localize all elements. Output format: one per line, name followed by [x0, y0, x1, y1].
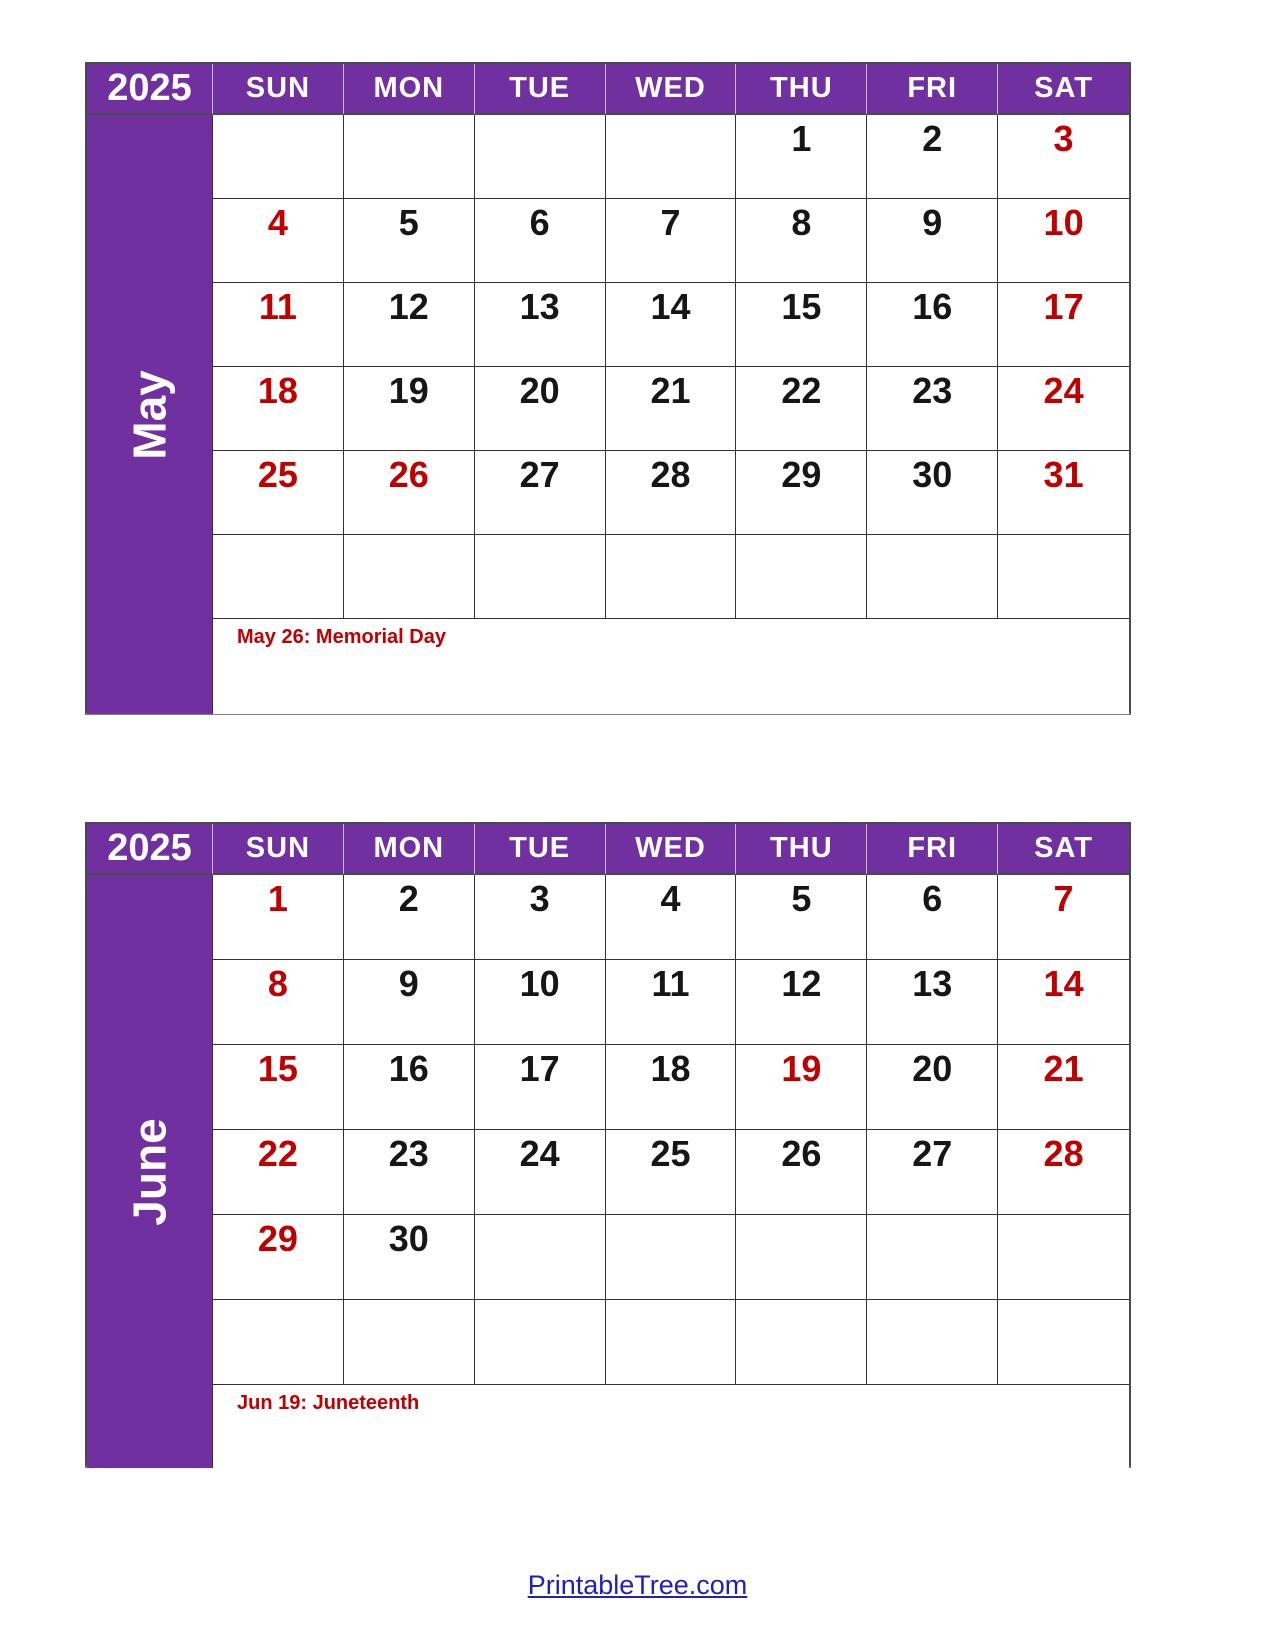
day-cell	[344, 283, 475, 367]
day-cell	[344, 1045, 475, 1130]
day-cell	[998, 199, 1129, 283]
day-cell	[867, 1045, 998, 1130]
day-cell	[475, 1215, 606, 1300]
day-cell	[606, 875, 737, 960]
day-cell	[998, 451, 1129, 535]
date-number: 19	[388, 370, 429, 411]
day-header-sat: SAT	[998, 824, 1129, 875]
day-cell	[867, 1215, 998, 1300]
month-sidebar	[87, 875, 213, 1468]
day-cell	[475, 1045, 606, 1130]
day-cell	[213, 283, 344, 367]
day-cell	[998, 115, 1129, 199]
date-number: 27	[519, 454, 560, 495]
printabletree-link[interactable]: PrintableTree.com	[527, 1570, 748, 1600]
day-cell	[998, 1130, 1129, 1215]
date-number: 23	[912, 370, 953, 411]
day-cell	[867, 1130, 998, 1215]
day-cell	[213, 875, 344, 960]
day-cell	[736, 115, 867, 199]
day-cell	[344, 960, 475, 1045]
date-number: 30	[912, 454, 953, 495]
date-number: 31	[1043, 454, 1084, 495]
day-header-sun: SUN	[213, 64, 344, 115]
day-cell	[606, 451, 737, 535]
date-number: 4	[267, 202, 288, 243]
holiday-note: May 26: Memorial Day	[213, 619, 1129, 714]
day-cell	[736, 875, 867, 960]
day-cell	[736, 367, 867, 451]
day-cell	[606, 1045, 737, 1130]
date-number: 17	[519, 1048, 560, 1089]
day-header-sun: SUN	[213, 824, 344, 875]
day-cell	[736, 535, 867, 619]
date-number: 14	[1043, 963, 1084, 1004]
day-cell	[867, 115, 998, 199]
day-cell	[606, 1300, 737, 1385]
date-number: 5	[398, 202, 419, 243]
day-header-fri: FRI	[867, 824, 998, 875]
day-cell	[344, 1215, 475, 1300]
day-cell	[606, 535, 737, 619]
date-number: 9	[398, 963, 419, 1004]
calendar-grid-may	[87, 64, 1129, 712]
calendar-may-2025	[85, 62, 1131, 715]
day-cell	[867, 535, 998, 619]
day-cell	[213, 1215, 344, 1300]
day-cell	[344, 115, 475, 199]
date-number: 6	[529, 202, 550, 243]
date-number: 22	[781, 370, 822, 411]
date-number: 5	[791, 878, 812, 919]
date-number: 10	[1043, 202, 1084, 243]
date-number: 28	[650, 454, 691, 495]
date-number: 24	[519, 1133, 560, 1174]
day-cell	[867, 1300, 998, 1385]
day-header-tue: TUE	[475, 824, 606, 875]
date-number: 19	[781, 1048, 822, 1089]
date-number: 16	[912, 286, 953, 327]
day-cell	[606, 1130, 737, 1215]
day-cell	[475, 199, 606, 283]
day-cell	[213, 960, 344, 1045]
day-cell	[213, 1130, 344, 1215]
month-sidebar	[87, 115, 213, 714]
date-number: 16	[388, 1048, 429, 1089]
month-label: June	[123, 1117, 176, 1226]
date-number: 12	[388, 286, 429, 327]
day-cell	[998, 1215, 1129, 1300]
day-header-mon: MON	[344, 824, 475, 875]
day-header-wed: WED	[606, 824, 737, 875]
calendar-grid-june	[87, 824, 1129, 1465]
year-label: 2025	[87, 824, 213, 875]
date-number: 30	[388, 1218, 429, 1259]
date-number: 4	[660, 878, 681, 919]
day-cell	[998, 367, 1129, 451]
date-number: 2	[922, 118, 943, 159]
day-cell	[998, 1300, 1129, 1385]
date-number: 7	[1053, 878, 1074, 919]
date-number: 15	[257, 1048, 298, 1089]
day-cell	[606, 367, 737, 451]
date-number: 3	[1053, 118, 1074, 159]
day-cell	[475, 1300, 606, 1385]
date-number: 10	[519, 963, 560, 1004]
date-number: 23	[388, 1133, 429, 1174]
day-cell	[344, 1130, 475, 1215]
day-cell	[736, 1300, 867, 1385]
date-number: 29	[781, 454, 822, 495]
day-cell	[867, 283, 998, 367]
day-cell	[344, 199, 475, 283]
date-number: 1	[267, 878, 288, 919]
day-cell	[998, 535, 1129, 619]
day-cell	[344, 1300, 475, 1385]
day-cell	[213, 1045, 344, 1130]
day-cell	[475, 535, 606, 619]
date-number: 1	[791, 118, 812, 159]
date-number: 14	[650, 286, 691, 327]
day-cell	[344, 451, 475, 535]
day-cell	[736, 199, 867, 283]
day-cell	[475, 115, 606, 199]
day-cell	[998, 875, 1129, 960]
day-cell	[475, 875, 606, 960]
date-number: 7	[660, 202, 681, 243]
day-header-thu: THU	[736, 824, 867, 875]
day-cell	[867, 199, 998, 283]
day-cell	[213, 535, 344, 619]
day-cell	[475, 283, 606, 367]
year-label: 2025	[87, 64, 213, 115]
day-cell	[344, 367, 475, 451]
day-cell	[606, 199, 737, 283]
day-cell	[998, 283, 1129, 367]
date-number: 22	[257, 1133, 298, 1174]
day-cell	[213, 115, 344, 199]
day-header-mon: MON	[344, 64, 475, 115]
date-number: 21	[650, 370, 691, 411]
day-cell	[344, 875, 475, 960]
month-label: May	[123, 369, 176, 460]
date-number: 26	[781, 1133, 822, 1174]
day-cell	[867, 451, 998, 535]
day-cell	[998, 1045, 1129, 1130]
date-number: 13	[519, 286, 560, 327]
day-cell	[736, 1045, 867, 1130]
date-number: 25	[257, 454, 298, 495]
day-header-fri: FRI	[867, 64, 998, 115]
date-number: 24	[1043, 370, 1084, 411]
date-number: 18	[257, 370, 298, 411]
date-number: 17	[1043, 286, 1084, 327]
date-number: 29	[257, 1218, 298, 1259]
date-number: 25	[650, 1133, 691, 1174]
day-cell	[475, 451, 606, 535]
day-cell	[344, 535, 475, 619]
day-cell	[867, 367, 998, 451]
day-cell	[213, 1300, 344, 1385]
date-number: 27	[912, 1133, 953, 1174]
date-number: 8	[791, 202, 812, 243]
day-cell	[736, 960, 867, 1045]
day-cell	[736, 283, 867, 367]
date-number: 11	[651, 963, 690, 1004]
day-cell	[736, 451, 867, 535]
day-header-tue: TUE	[475, 64, 606, 115]
date-number: 9	[922, 202, 943, 243]
day-cell	[213, 199, 344, 283]
date-number: 3	[529, 878, 550, 919]
date-number: 15	[781, 286, 822, 327]
date-number: 2	[398, 878, 419, 919]
day-cell	[867, 875, 998, 960]
day-cell	[606, 1215, 737, 1300]
calendar-june-2025	[85, 822, 1131, 1468]
day-cell	[736, 1215, 867, 1300]
day-cell	[475, 367, 606, 451]
date-number: 20	[519, 370, 560, 411]
day-header-sat: SAT	[998, 64, 1129, 115]
date-number: 18	[650, 1048, 691, 1089]
holiday-note: Jun 19: Juneteenth	[213, 1385, 1129, 1468]
date-number: 26	[388, 454, 429, 495]
date-number: 6	[922, 878, 943, 919]
day-header-thu: THU	[736, 64, 867, 115]
day-cell	[736, 1130, 867, 1215]
day-cell	[475, 960, 606, 1045]
date-number: 13	[912, 963, 953, 1004]
date-number: 12	[781, 963, 822, 1004]
day-cell	[867, 960, 998, 1045]
day-cell	[998, 960, 1129, 1045]
day-cell	[475, 1130, 606, 1215]
site-footer	[0, 1570, 1275, 1601]
date-number: 21	[1043, 1048, 1084, 1089]
date-number: 8	[267, 963, 288, 1004]
date-number: 28	[1043, 1133, 1084, 1174]
day-cell	[606, 115, 737, 199]
day-cell	[606, 960, 737, 1045]
day-cell	[213, 367, 344, 451]
date-number: 11	[258, 286, 297, 327]
day-cell	[213, 451, 344, 535]
date-number: 20	[912, 1048, 953, 1089]
day-header-wed: WED	[606, 64, 737, 115]
day-cell	[606, 283, 737, 367]
